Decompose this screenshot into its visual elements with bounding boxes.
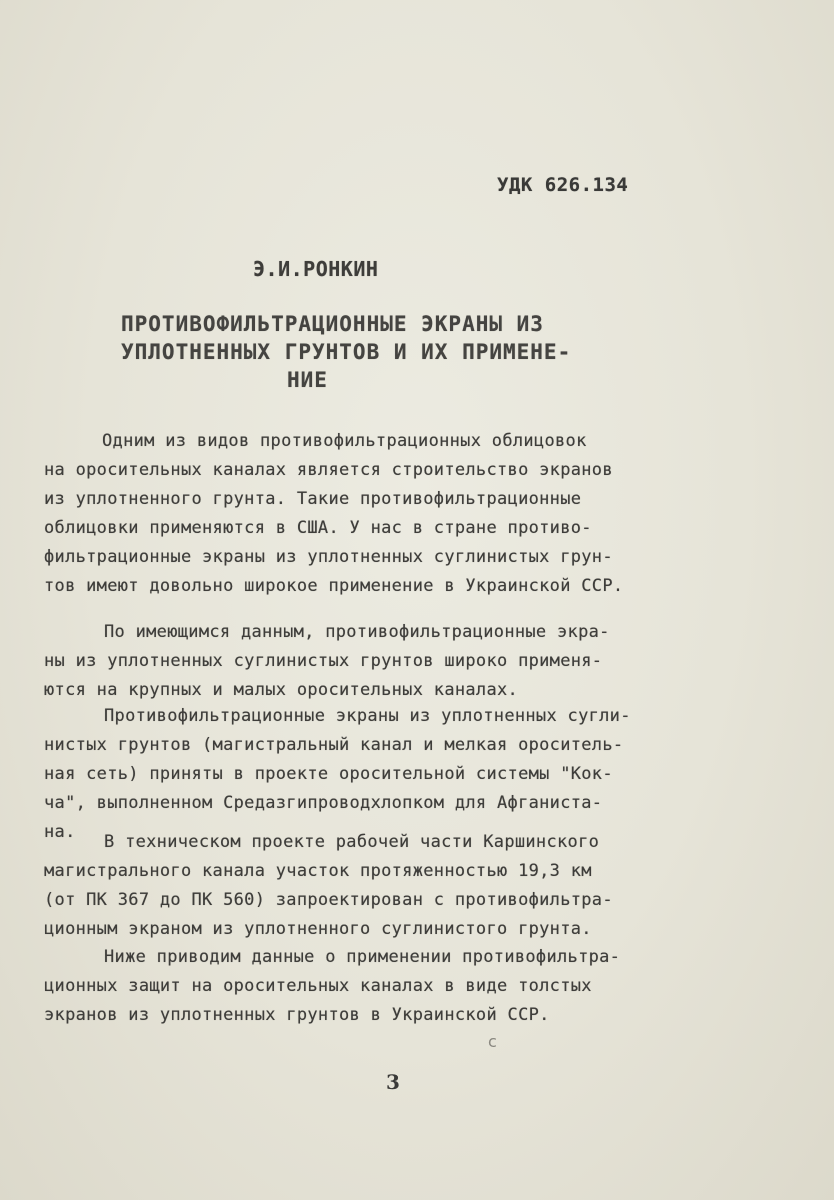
body-line-16: магистрального канала участок протяженностью 19,3 км <box>44 861 592 881</box>
body-line-18: ционным экраном из уплотненного суглинистого грунта. <box>44 919 592 939</box>
title-line-2: УПЛОТНЕННЫХ ГРУНТОВ И ИХ ПРИМЕНЕ- <box>121 340 572 364</box>
body-line-1: Одним из видов противофильтрационных облицовок <box>102 431 587 451</box>
body-line-17: (от ПК 367 до ПК 560) запроектирован с противофильтра- <box>44 890 613 910</box>
body-line-8: ны из уплотненных суглинистых грунтов широко применя- <box>44 651 603 671</box>
body-line-2: на оросительных каналах является строительство экранов <box>44 460 613 480</box>
body-line-9: ются на крупных и малых оросительных каналах. <box>44 680 519 700</box>
stray-mark: с <box>488 1032 497 1051</box>
body-line-19: Ниже приводим данные о применении противофильтра- <box>104 947 621 967</box>
body-line-12: ная сеть) приняты в проекте оросительной системы "Кок- <box>44 764 613 784</box>
body-line-20: ционных защит на оросительных каналах в виде толстых <box>44 976 592 996</box>
body-line-13: ча", выполненном Средазгипроводхлопком для Афганиста- <box>44 793 603 813</box>
body-line-10: Противофильтрационные экраны из уплотненных сугли- <box>104 706 631 726</box>
udk-code: УДК 626.134 <box>497 174 629 196</box>
body-line-14: на. <box>44 822 76 842</box>
author-name: Э.И.РОНКИН <box>253 257 379 281</box>
body-line-5: фильтрационные экраны из уплотненных суглинистых грун- <box>44 547 613 567</box>
body-line-21: экранов из уплотненных грунтов в Украинской ССР. <box>44 1005 550 1025</box>
body-line-3: из уплотненного грунта. Такие противофильтрационные <box>44 489 582 509</box>
body-line-7: По имеющимся данным, противофильтрационные экра- <box>104 622 610 642</box>
body-line-15: В техническом проекте рабочей части Каршинского <box>104 832 600 852</box>
body-line-11: нистых грунтов (магистральный канал и мелкая ороситель- <box>44 735 624 755</box>
body-line-6: тов имеют довольно широкое применение в Украинской ССР. <box>44 576 624 596</box>
title-line-1: ПРОТИВОФИЛЬТРАЦИОННЫЕ ЭКРАНЫ ИЗ <box>121 312 544 336</box>
page-number: 3 <box>386 1070 400 1094</box>
body-line-4: облицовки применяются в США. У нас в стране противо- <box>44 518 592 538</box>
title-line-3: НИЕ <box>287 368 328 392</box>
